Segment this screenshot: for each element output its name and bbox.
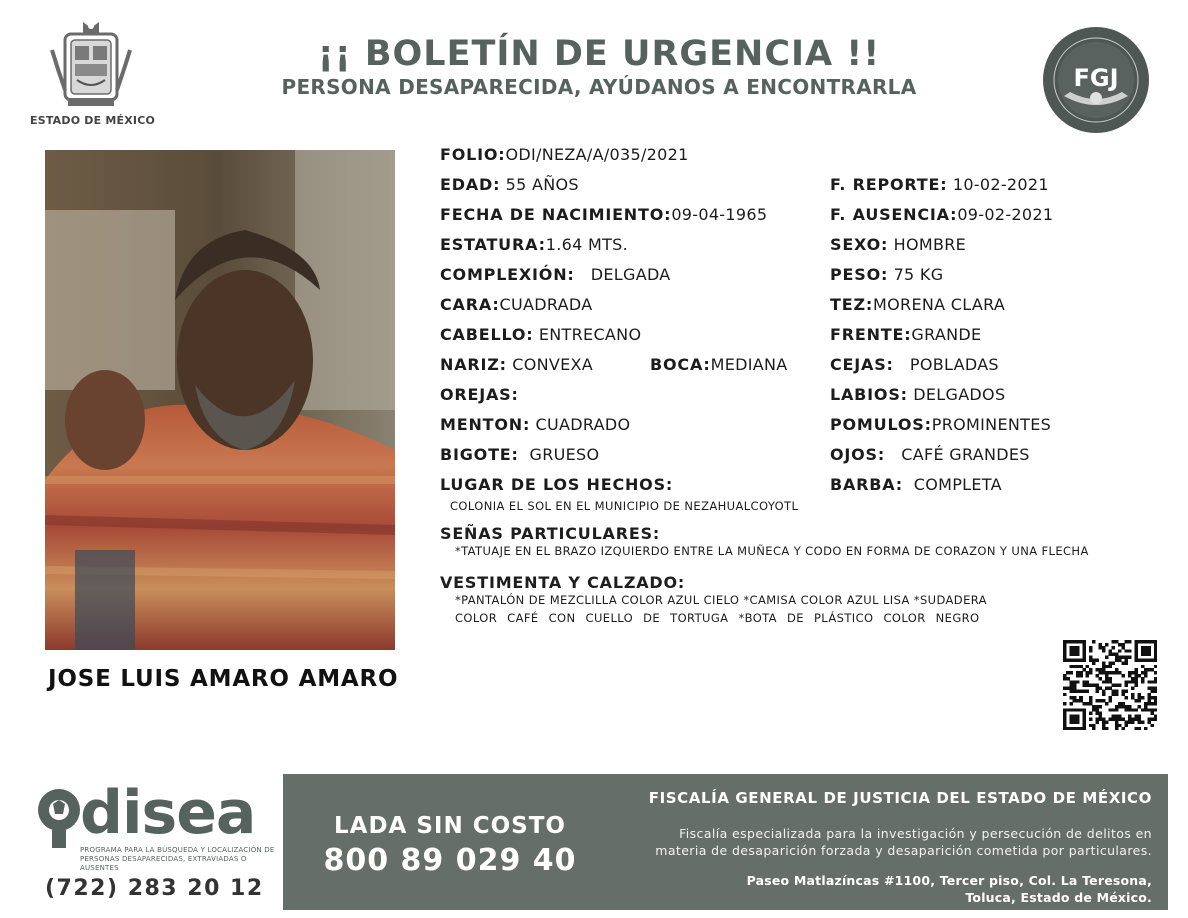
field-label: BOCA: bbox=[650, 355, 711, 374]
field-value: CAFÉ GRANDES bbox=[901, 445, 1030, 464]
field-menton bbox=[440, 415, 630, 434]
field-label: COMPLEXIÓN: bbox=[440, 265, 575, 284]
field-estatura bbox=[440, 235, 628, 254]
person-photo bbox=[45, 150, 395, 650]
field-barba bbox=[830, 475, 1002, 494]
field-lugar-label bbox=[440, 475, 673, 494]
qr-code[interactable] bbox=[1063, 640, 1157, 730]
fiscalia-address bbox=[600, 872, 1152, 906]
field-value: DELGADA bbox=[590, 265, 671, 284]
fiscalia-name: FISCALÍA GENERAL DE JUSTICIA DEL ESTADO DE MÉXICO bbox=[648, 789, 1152, 807]
field-tez bbox=[830, 295, 1005, 314]
field-fecha-nacimiento bbox=[440, 205, 767, 224]
field-label: EDAD: bbox=[440, 175, 501, 194]
field-label: CARA: bbox=[440, 295, 500, 314]
odisea-program-text: PROGRAMA PARA LA BÚSQUEDA Y LOCALIZACIÓN DE PERSONAS DESAPARECIDAS, EXTRAVIADAS O AUSENTES bbox=[80, 846, 275, 872]
estado-label: ESTADO DE MÉXICO bbox=[30, 114, 156, 127]
bulletin-subtitle: PERSONA DESAPARECIDA, AYÚDANOS A ENCONTRARLA bbox=[281, 75, 917, 99]
person-name: JOSE LUIS AMARO AMARO bbox=[48, 666, 399, 692]
description-line: materia de desaparición forzada y desaparición cometida por particulares. bbox=[655, 843, 1152, 858]
field-cara bbox=[440, 295, 592, 314]
field-labios bbox=[830, 385, 1005, 404]
vestimenta-line1: *PANTALÓN DE MEZCLILLA COLOR AZUL CIELO *CAMISA COLOR AZUL LISA *SUDADERA bbox=[455, 593, 987, 607]
field-label: FECHA DE NACIMIENTO: bbox=[440, 205, 672, 224]
field-complexion bbox=[440, 265, 671, 284]
field-value: DELGADOS bbox=[913, 385, 1006, 404]
field-label: POMULOS: bbox=[830, 415, 932, 434]
field-orejas bbox=[440, 385, 519, 404]
field-ojos bbox=[830, 445, 1030, 464]
field-value: HOMBRE bbox=[893, 235, 967, 254]
vestimenta-line2: COLOR CAFÉ CON CUELLO DE TORTUGA *BOTA DE PLÁSTICO COLOR NEGRO bbox=[455, 611, 980, 625]
fgj-text: FGJ bbox=[1073, 64, 1119, 92]
field-cabello bbox=[440, 325, 641, 344]
field-cejas bbox=[830, 355, 999, 374]
field-value: MEDIANA bbox=[710, 355, 788, 374]
field-value: GRANDE bbox=[911, 325, 982, 344]
field-value: CUADRADO bbox=[535, 415, 631, 434]
field-label: CABELLO: bbox=[440, 325, 534, 344]
field-value: 09-02-2021 bbox=[957, 205, 1054, 224]
field-lugar-value: COLONIA EL SOL EN EL MUNICIPIO DE NEZAHUALCOYOTL bbox=[450, 499, 799, 513]
field-f-reporte bbox=[830, 175, 1049, 194]
field-value: 75 KG bbox=[893, 265, 944, 284]
field-label: LABIOS: bbox=[830, 385, 908, 404]
field-label: OJOS: bbox=[830, 445, 886, 464]
field-value: MORENA CLARA bbox=[873, 295, 1006, 314]
field-value: POBLADAS bbox=[909, 355, 999, 374]
field-label: NARIZ: bbox=[440, 355, 507, 374]
field-label: CEJAS: bbox=[830, 355, 894, 374]
field-value: 1.64 MTS. bbox=[545, 235, 629, 254]
bulletin-title: ¡¡ BOLETÍN DE URGENCIA !! bbox=[317, 34, 881, 74]
odisea-phone: (722) 283 20 12 bbox=[45, 876, 264, 901]
field-pomulos bbox=[830, 415, 1051, 434]
field-value: CUADRADA bbox=[499, 295, 593, 314]
field-label: F. REPORTE: bbox=[830, 175, 948, 194]
field-frente bbox=[830, 325, 981, 344]
fgj-logo bbox=[1042, 26, 1150, 134]
field-value: CONVEXA bbox=[512, 355, 594, 374]
field-label: SEXO: bbox=[830, 235, 889, 254]
lada-sin-costo-label: LADA SIN COSTO bbox=[334, 813, 566, 839]
field-label: MENTON: bbox=[440, 415, 531, 434]
field-value: COMPLETA bbox=[913, 475, 1002, 494]
lada-number: 800 89 029 40 bbox=[323, 843, 577, 878]
field-peso bbox=[830, 265, 943, 284]
field-value: 09-04-1965 bbox=[671, 205, 768, 224]
field-nariz bbox=[440, 355, 593, 374]
field-folio bbox=[440, 145, 689, 164]
field-edad bbox=[440, 175, 579, 194]
fiscalia-description bbox=[600, 825, 1152, 859]
field-label: FRENTE: bbox=[830, 325, 912, 344]
field-value: ENTRECANO bbox=[538, 325, 642, 344]
field-label: LUGAR DE LOS HECHOS: bbox=[440, 475, 674, 494]
field-label: FOLIO: bbox=[440, 145, 506, 164]
address-line: Paseo Matlazíncas #1100, Tercer piso, Col. La Teresona, bbox=[746, 873, 1152, 888]
field-label: ESTATURA: bbox=[440, 235, 546, 254]
address-line: Toluca, Estado de México. bbox=[965, 890, 1152, 905]
field-label: TEZ: bbox=[830, 295, 874, 314]
odisea-wordmark: disea bbox=[80, 778, 256, 848]
description-line: Fiscalía especializada para la investigación y persecución de delitos en bbox=[679, 826, 1152, 841]
field-value: GRUESO bbox=[529, 445, 600, 464]
field-label: BIGOTE: bbox=[440, 445, 519, 464]
senas-text: *TATUAJE EN EL BRAZO IZQUIERDO ENTRE LA MUÑECA Y CODO EN FORMA DE CORAZON Y UNA FLECHA bbox=[455, 544, 1089, 558]
field-label: PESO: bbox=[830, 265, 889, 284]
field-bigote bbox=[440, 445, 599, 464]
field-value: ODI/NEZA/A/035/2021 bbox=[505, 145, 689, 164]
field-label: OREJAS: bbox=[440, 385, 519, 404]
field-sexo bbox=[830, 235, 966, 254]
field-label: F. AUSENCIA: bbox=[830, 205, 958, 224]
odisea-logo-icon bbox=[36, 786, 82, 848]
field-value: 55 AÑOS bbox=[505, 175, 579, 194]
vestimenta-heading: VESTIMENTA Y CALZADO: bbox=[440, 573, 686, 592]
field-boca bbox=[650, 355, 788, 374]
field-value: 10-02-2021 bbox=[952, 175, 1049, 194]
field-value: PROMINENTES bbox=[931, 415, 1052, 434]
senas-heading: SEÑAS PARTICULARES: bbox=[440, 524, 661, 543]
field-label: BARBA: bbox=[830, 475, 903, 494]
field-f-ausencia bbox=[830, 205, 1053, 224]
